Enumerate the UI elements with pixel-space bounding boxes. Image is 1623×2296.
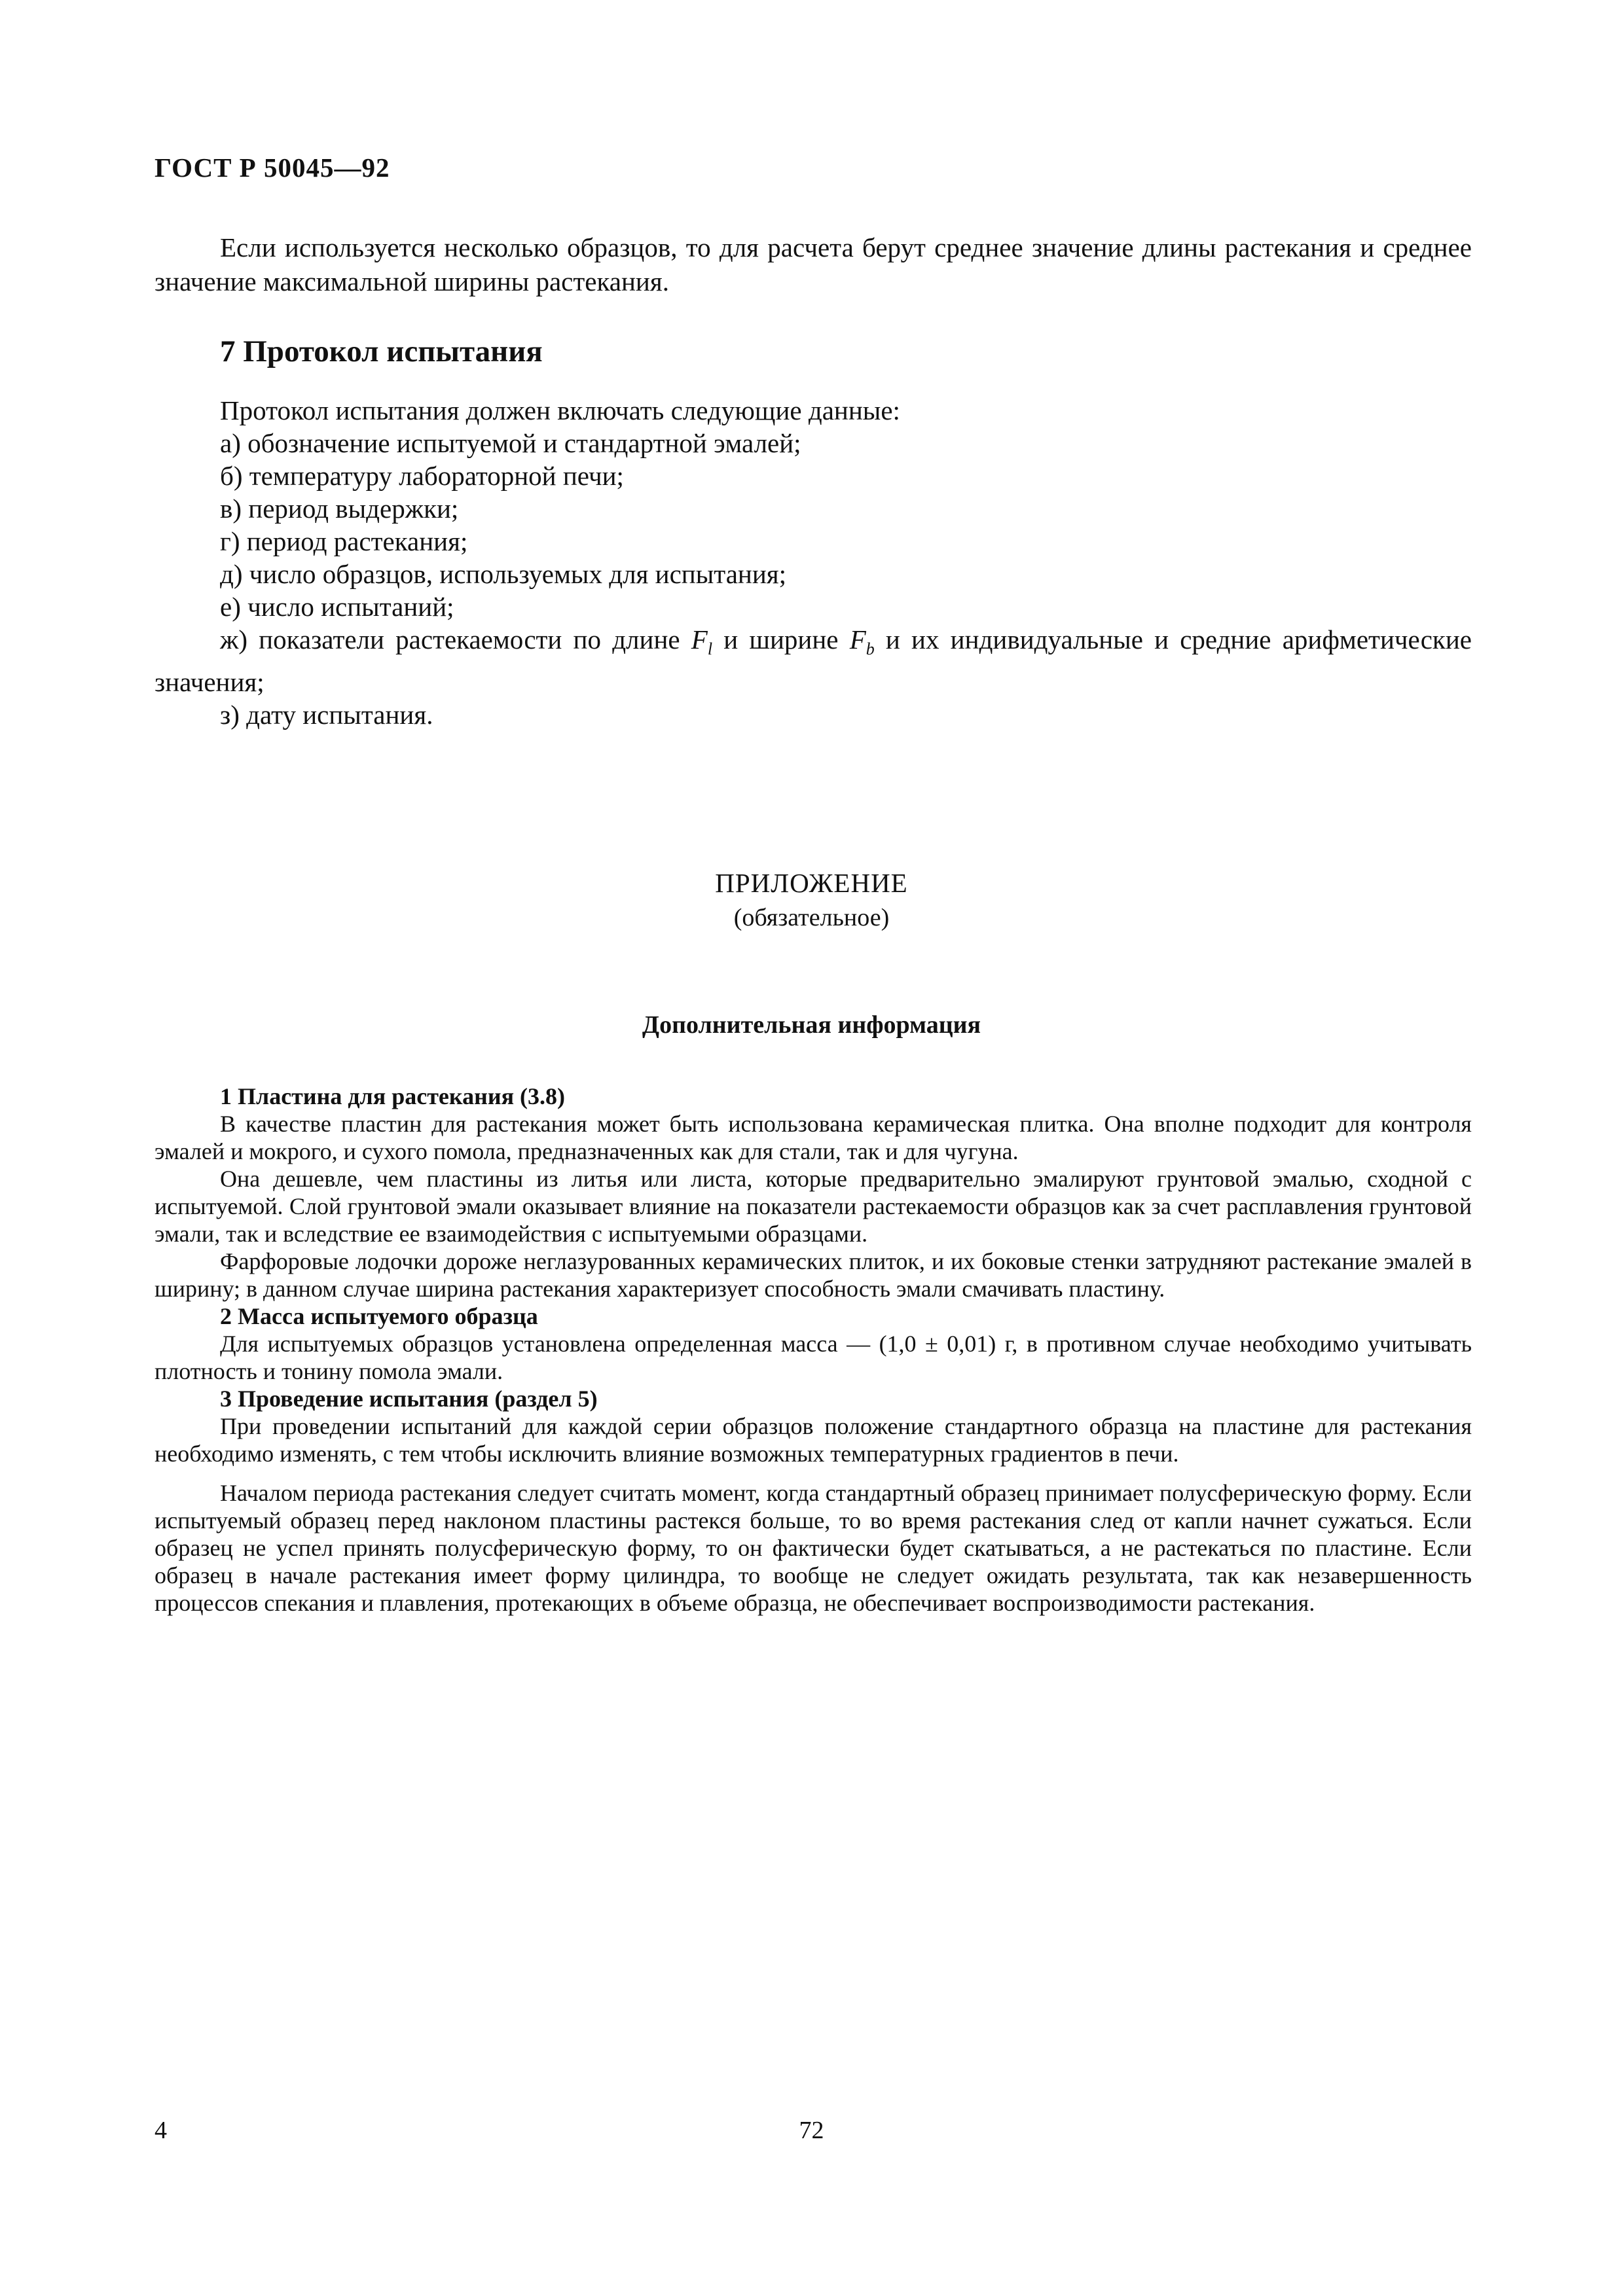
protocol-item-zh-text-2: и ширине	[712, 624, 850, 655]
protocol-item-zh-text-1: ж) показатели растекаемости по длине	[220, 624, 691, 655]
appendix-section-3-title: 3 Проведение испытания (раздел 5)	[220, 1386, 598, 1412]
protocol-item-b: б) температуру лабораторной печи;	[220, 461, 624, 491]
protocol-lead: Протокол испытания должен включать следующие данные:	[220, 395, 900, 425]
protocol-item-zh-text-3: и их индивидуальные и средние арифметические значения;	[155, 624, 1472, 698]
section-7-title: 7 Протокол испытания	[220, 334, 543, 368]
protocol-item-zh	[155, 623, 1472, 698]
protocol-item-e: е) число испытаний;	[220, 592, 454, 622]
page-number-center: 72	[799, 2117, 824, 2144]
appendix-title: Дополнительная информация	[642, 1011, 981, 1039]
protocol-item-z: з) дату испытания.	[220, 700, 433, 730]
appendix-section-1-paragraph-3: Фарфоровые лодочки дороже неглазурованных керамических плиток, и их боковые стенки затрудняют растекание эмалей в ширину; в данном случае ширина растекания характеризует способность эмали смачивать пластину.	[155, 1248, 1472, 1302]
appendix-section-3-paragraph-1: При проведении испытаний для каждой серии образцов положение стандартного образца на пластине для растекания необходимо изменять, с тем чтобы исключить влияние возможных температурных градиентов в печи.	[155, 1413, 1472, 1467]
symbol-f-width-base: F	[849, 624, 866, 655]
protocol-item-d: д) число образцов, используемых для испытания;	[220, 559, 787, 589]
symbol-f-length-base: F	[691, 624, 708, 655]
protocol-list	[155, 394, 1472, 731]
intro-paragraph: Если используется несколько образцов, то для расчета берут среднее значение длины растекания и среднее значение максимальной ширины растекания.	[155, 232, 1472, 296]
appendix-status: (обязательное)	[733, 904, 890, 931]
protocol-item-g: г) период растекания;	[220, 526, 468, 556]
symbol-f-width	[849, 624, 875, 659]
symbol-f-length-sub: l	[707, 639, 713, 659]
page-number-left: 4	[155, 2117, 167, 2144]
symbol-f-width-sub: b	[866, 639, 875, 659]
appendix-body	[155, 1083, 1472, 1617]
appendix-section-1-title: 1 Пластина для растекания (3.8)	[220, 1083, 566, 1109]
appendix-section-1-paragraph-1: В качестве пластин для растекания может быть использована керамическая плитка. Она вполне подходит для контроля эмалей и мокрого, и сухого помола, предназначенных как для стали, так и для чугуна.	[155, 1111, 1472, 1164]
appendix-section-2-paragraph-1: Для испытуемых образцов установлена определенная масса — (1,0 ± 0,01) г, в противном случае необходимо учитывать плотность и тонину помола эмали.	[155, 1331, 1472, 1384]
symbol-f-length	[691, 624, 713, 659]
document-code: ГОСТ Р 50045—92	[155, 152, 390, 183]
appendix-section-3-paragraph-2: Началом периода растекания следует считать момент, когда стандартный образец принимает полусферическую форму. Если испытуемый образец перед наклоном пластины растекся больше, то во время растекания след от капли начнет сужаться. Если образец не успел принять полусферическую форму, то он фактически будет скатываться, а не растекаться по пластине. Если образец в начале растекания имеет форму цилиндра, то вообще не следует ожидать результата, так как незавершенность процессов спекания и плавления, протекающих в объеме образца, не обеспечивает воспроизводимости растекания.	[155, 1480, 1472, 1616]
protocol-item-v: в) период выдержки;	[220, 493, 459, 524]
appendix-section-2-title: 2 Масса испытуемого образца	[220, 1303, 538, 1329]
protocol-item-a: а) обозначение испытуемой и стандартной эмалей;	[220, 428, 801, 458]
appendix-section-1-paragraph-2: Она дешевле, чем пластины из литья или листа, которые предварительно эмалируют грунтовой эмалью, сходной с испытуемой. Слой грунтовой эмали оказывает влияние на показатели растекаемости образцов как за счет расплавления грунтовой эмали, так и вследствие ее взаимодействия с испытуемыми образцами.	[155, 1166, 1472, 1247]
appendix-label: ПРИЛОЖЕНИЕ	[715, 868, 908, 898]
